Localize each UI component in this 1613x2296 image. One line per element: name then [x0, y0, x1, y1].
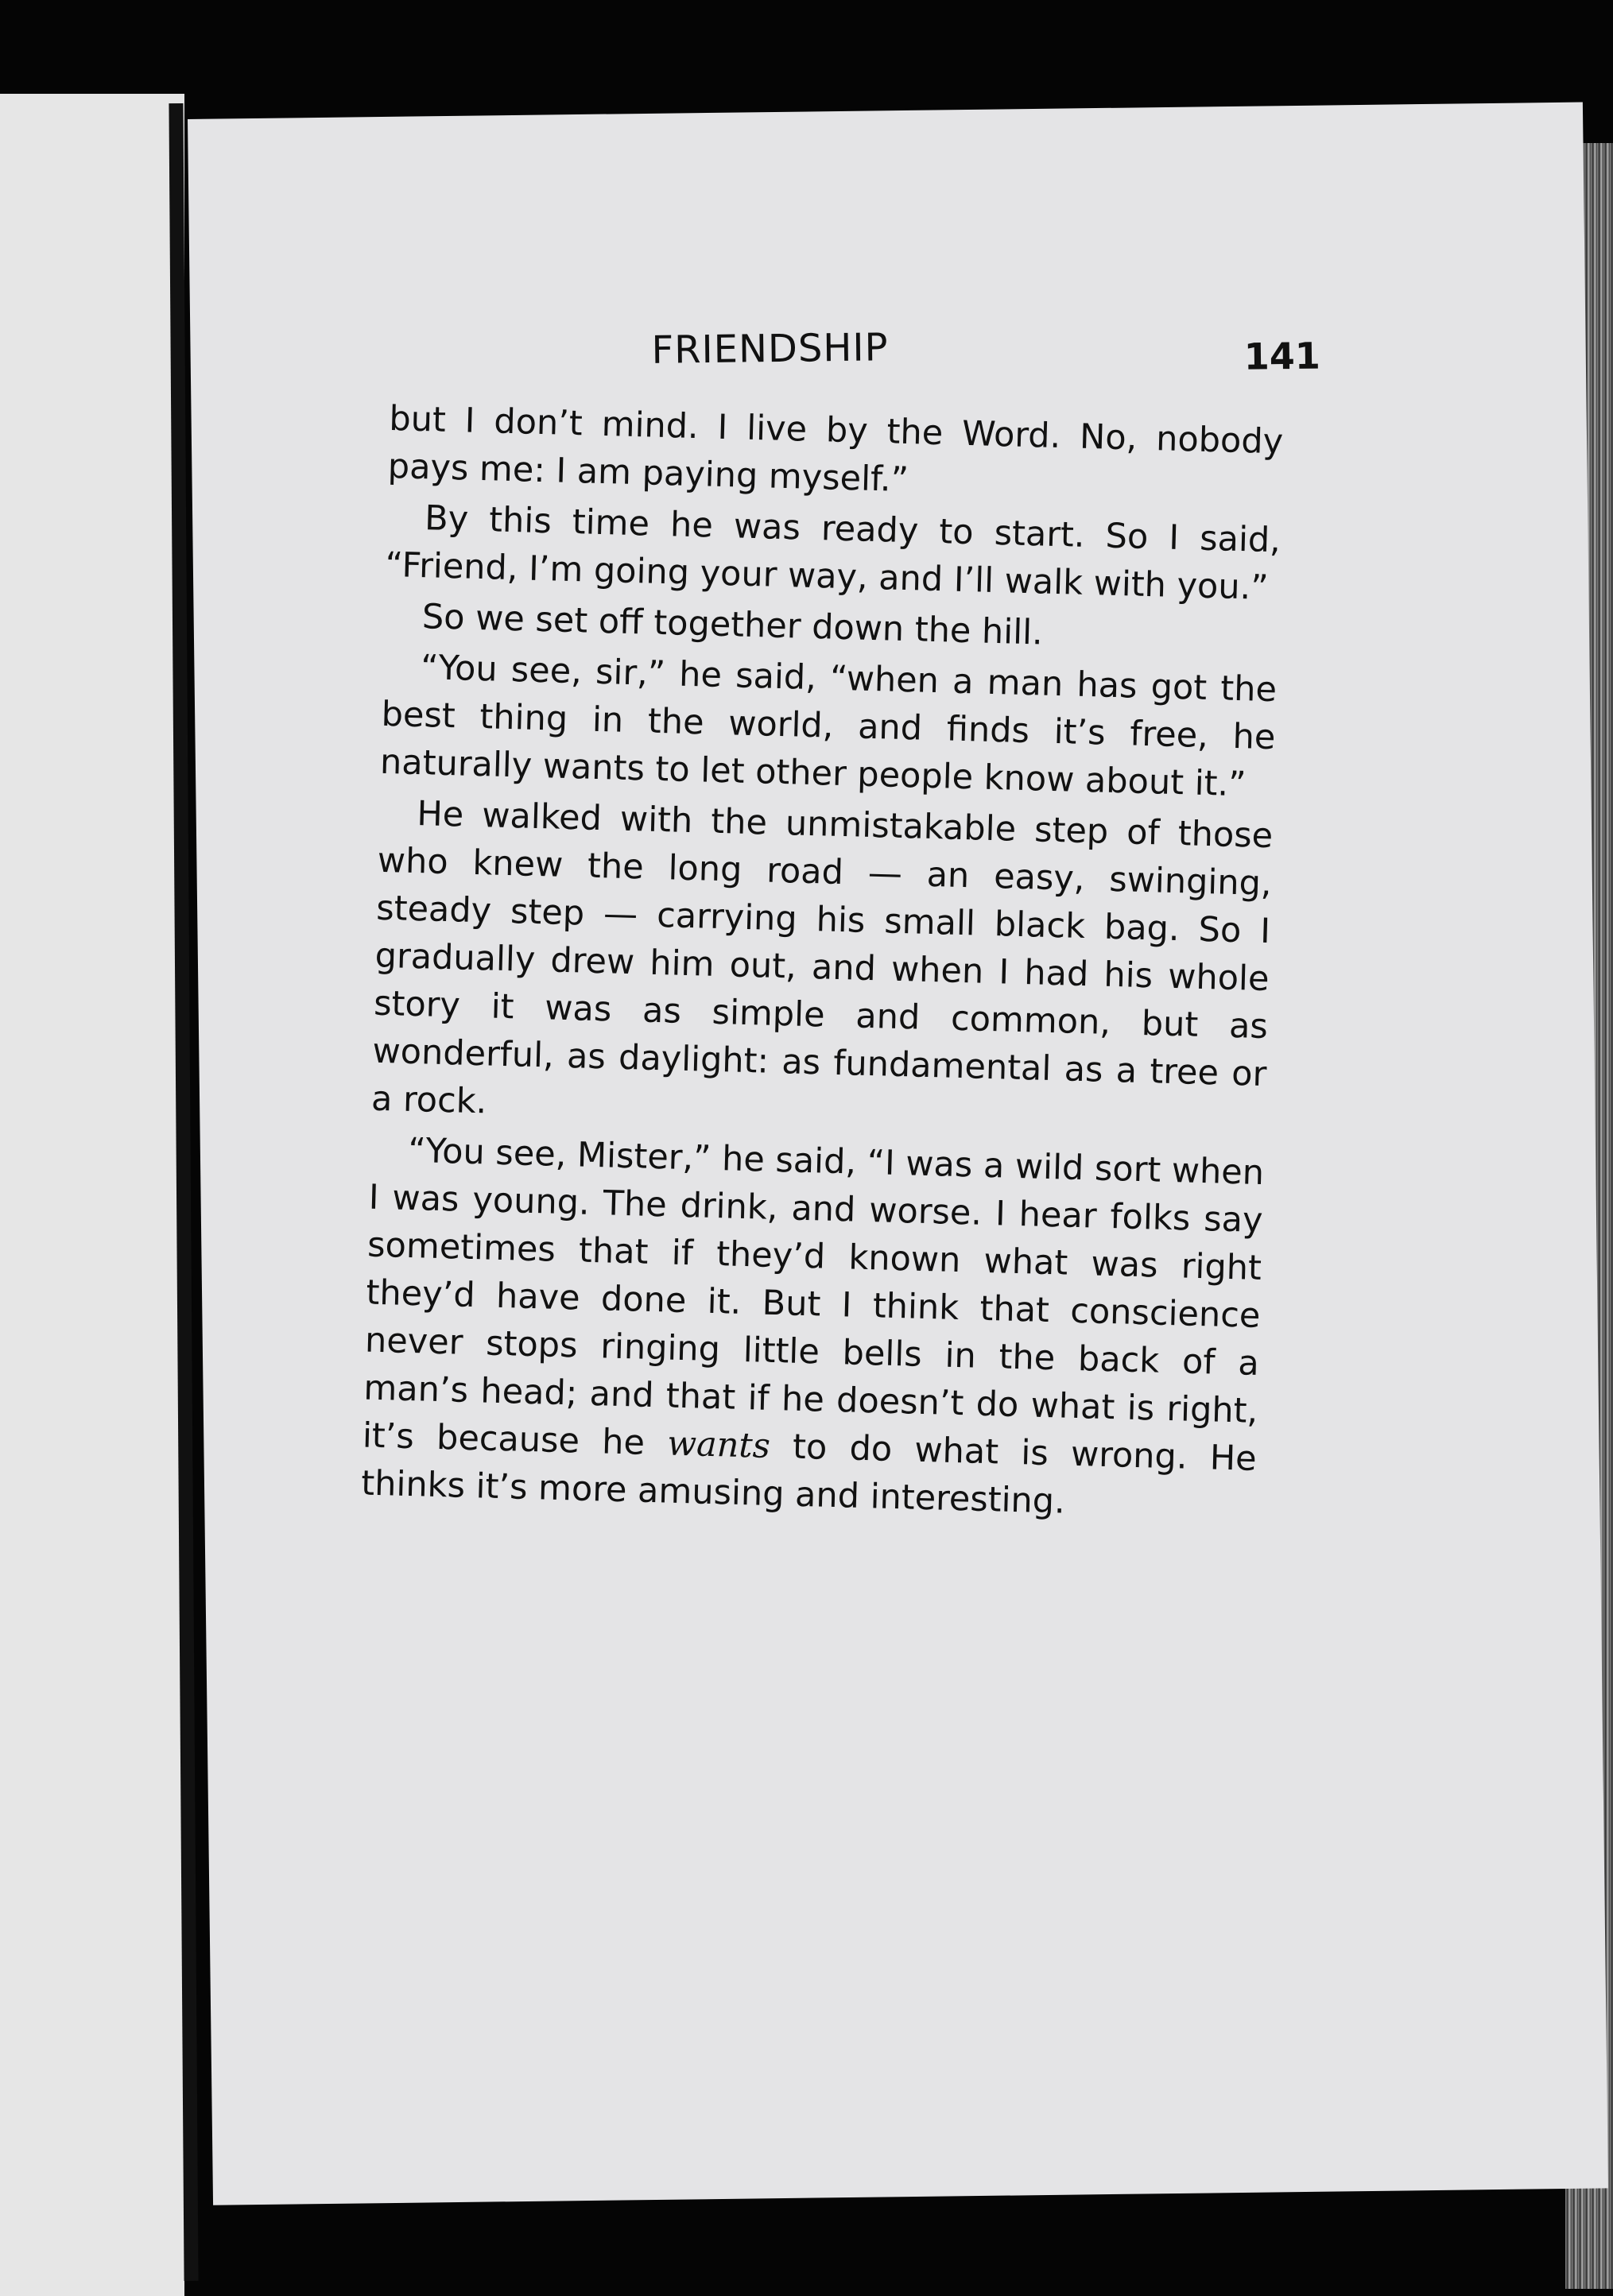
book-page — [188, 103, 1608, 2205]
page-number: 141 — [1243, 334, 1321, 378]
running-head — [190, 320, 1321, 378]
running-title: FRIENDSHIP — [651, 325, 889, 373]
paragraph-2: By this time he was ready to start. So I said, “Friend, I’m going your way, and I’ll walk with you.” — [385, 498, 1281, 608]
paragraph-1: but I don’t mind. I live by the Word. No, nobody pays me: I am paying myself.” — [387, 398, 1284, 501]
left-page-edge — [0, 94, 184, 2296]
paragraph-6: “You see, Mister,” he said, “I was a wild sort when I was young. The drink, and worse. I hear folks say sometimes that if they’d known what was right they’d have done it. But I think that conscience never stops ringing little bells in the back of a man’s head; and that if he doesn’t do what is right, it’s because he wants to do what is wrong. He thinks it’s more amusing and interesting. — [360, 1130, 1265, 1522]
body-text — [361, 395, 1284, 1534]
paragraph-3: So we set off together down the hill. — [421, 597, 1044, 653]
paragraph-5: He walked with the unmistakable step of those who knew the long road — an easy, swinging, steady step — carrying his small black bag. So I gradually drew him out, and when I had his whole story it was as simple and common, but as wonderful, as daylight: as fundamental as a tree or a rock. — [370, 794, 1274, 1122]
paragraph-4: “You see, sir,” he said, “when a man has got the best thing in the world, and finds it’s free, he naturally wants to let other people know about it.” — [379, 648, 1278, 805]
emphasized-word: wants — [666, 1423, 771, 1466]
